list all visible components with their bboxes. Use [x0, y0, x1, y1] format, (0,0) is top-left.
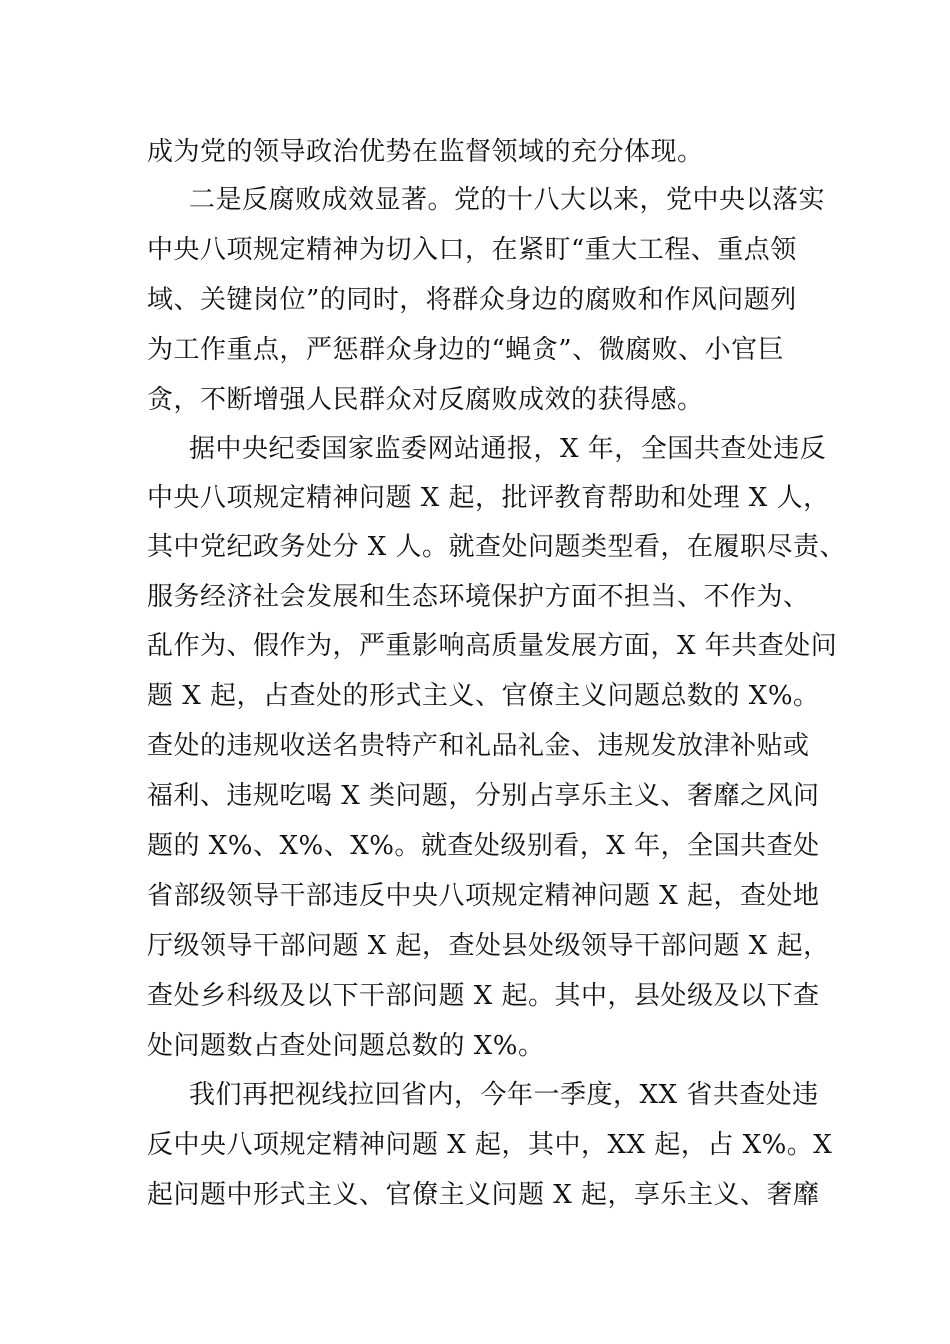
text-line: 处问题数占查处问题总数的 X%。: [147, 1031, 545, 1061]
text-line: 域、关键岗位”的同时，将群众身边的腐败和作风问题列: [147, 285, 797, 315]
text-line: 题 X 起，占查处的形式主义、官僚主义问题总数的 X%。: [147, 681, 820, 711]
text-line: 其中党纪政务处分 X 人。就查处问题类型看，在履职尽责、: [147, 532, 847, 562]
text-line: 福利、违规吃喝 X 类问题，分别占享乐主义、奢靡之风问: [147, 781, 820, 811]
text-line: 乱作为、假作为，严重影响高质量发展方面，X 年共查处问: [147, 631, 838, 661]
text-line: 贪，不断增强人民群众对反腐败成效的获得感。: [147, 385, 704, 415]
text-line: 题的 X%、X%、X%。就查处级别看，X 年，全国共查处: [147, 831, 820, 861]
paragraph-first-line: 据中央纪委国家监委网站通报，X 年，全国共查处违反: [189, 434, 827, 464]
text-line: 查处的违规收送名贵特产和礼品礼金、违规发放津补贴或: [147, 731, 810, 761]
text-line: 服务经济社会发展和生态环境保护方面不担当、不作为、: [147, 582, 810, 612]
text-line: 查处乡科级及以下干部问题 X 起。其中，县处级及以下查: [147, 981, 820, 1011]
text-line: 起问题中形式主义、官僚主义问题 X 起，享乐主义、奢靡: [147, 1180, 820, 1210]
text-line: 成为党的领导政治优势在监督领域的充分体现。: [147, 137, 704, 167]
text-line: 中央八项规定精神问题 X 起，批评教育帮助和处理 X 人，: [147, 483, 830, 513]
paragraph-first-line: 我们再把视线拉回省内，今年一季度，XX 省共查处违: [189, 1080, 819, 1110]
text-line: 反中央八项规定精神问题 X 起，其中，XX 起，占 X%。X: [147, 1130, 833, 1160]
text-line: 为工作重点，严惩群众身边的“蝇贪”、微腐败、小官巨: [147, 335, 785, 365]
text-line: 省部级领导干部违反中央八项规定精神问题 X 起，查处地: [147, 881, 820, 911]
paragraph-first-line: 二是反腐败成效显著。党的十八大以来，党中央以落实: [189, 185, 826, 215]
text-line: 中央八项规定精神为切入口，在紧盯“重大工程、重点领: [147, 235, 797, 265]
text-line: 厅级领导干部问题 X 起，查处县处级领导干部问题 X 起，: [147, 931, 830, 961]
